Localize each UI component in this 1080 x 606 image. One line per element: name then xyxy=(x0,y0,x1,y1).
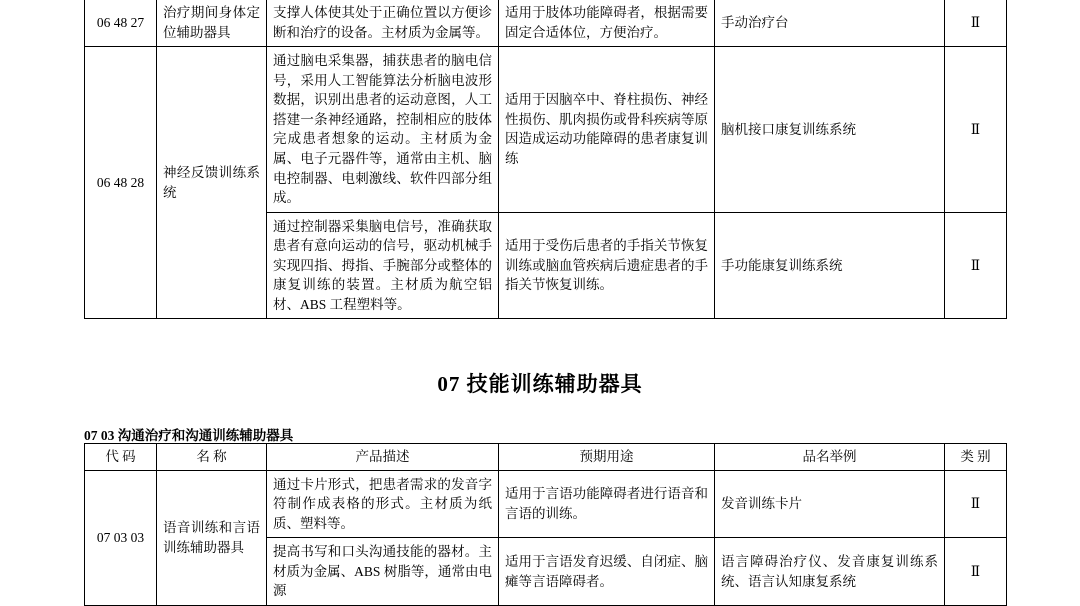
cell-intended-use xyxy=(499,212,715,319)
cell-class: Ⅱ xyxy=(945,47,1007,213)
cell-description xyxy=(267,0,499,47)
cell-sample-text: 发音训练卡片 xyxy=(721,496,802,512)
column-header-intended-use: 预期用途 xyxy=(499,444,715,471)
cell-intended-use xyxy=(499,0,715,47)
cell-class: Ⅱ xyxy=(945,538,1007,606)
column-header-description: 产品描述 xyxy=(267,444,499,471)
cell-description-text: 通过控制器采集脑电信号，准确获取患者有意向运动的信号，驱动机械手实现四指、拇指、手腕部分或整体的康复训练的装置。主材质为航空铝材、ABS 工程塑料等。 xyxy=(273,218,492,312)
cell-intended-use xyxy=(499,47,715,213)
column-header-code: 代 码 xyxy=(85,444,157,471)
cell-class: Ⅱ xyxy=(945,470,1007,538)
section-heading: 07 技能训练辅助器具 xyxy=(437,372,643,396)
cell-description-text: 通过脑电采集器，捕获患者的脑电信号，采用人工智能算法分析脑电波形数据，识别出患者的运动意图，人工搭建一条神经通路，控制相应的肢体完成患者想象的运动。主材质为金属、电子元器件等，通常由主机、脑电控制器、电刺激线、软件四部分组成。 xyxy=(273,53,492,206)
cell-sample xyxy=(715,470,945,538)
cell-intended-use-text: 适用于言语发育迟缓、自闭症、脑瘫等言语障碍者。 xyxy=(505,554,708,589)
cell-intended-use xyxy=(499,470,715,538)
column-header-class: 类 别 xyxy=(945,444,1007,471)
assistive-device-table-bottom xyxy=(84,443,1007,606)
cell-sample-text: 手功能康复训练系统 xyxy=(721,257,843,273)
cell-name xyxy=(157,0,267,47)
column-header-name: 名 称 xyxy=(157,444,267,471)
cell-name-text: 语音训练和言语训练辅助器具 xyxy=(163,520,260,555)
cell-code: 07 03 03 xyxy=(85,470,157,605)
cell-name xyxy=(157,470,267,605)
cell-sample-text: 手动治疗台 xyxy=(721,14,789,30)
cell-sample xyxy=(715,47,945,213)
cell-sample xyxy=(715,212,945,319)
assistive-device-table-top xyxy=(84,0,1007,319)
cell-description xyxy=(267,212,499,319)
column-header-sample: 品名举例 xyxy=(715,444,945,471)
table-header-row xyxy=(85,444,1007,471)
cell-description-text: 提高书写和口头沟通技能的器材。主材质为金属、ABS 树脂等，通常由电源 xyxy=(273,544,492,599)
cell-code: 06 48 27 xyxy=(85,0,157,47)
sub-section-heading: 07 03 沟通治疗和沟通训练辅助器具 xyxy=(84,428,294,443)
table-row xyxy=(85,47,1007,213)
table-row xyxy=(85,470,1007,538)
cell-class: Ⅱ xyxy=(945,0,1007,47)
cell-name-text: 治疗期间身体定位辅助器具 xyxy=(163,5,260,40)
cell-sample-text: 语言障碍治疗仪、发音康复训练系统、语言认知康复系统 xyxy=(721,554,938,589)
cell-description-text: 支撑人体使其处于正确位置以方便诊断和治疗的设备。主材质为金属等。 xyxy=(273,5,492,40)
cell-sample xyxy=(715,0,945,47)
cell-intended-use-text: 适用于言语功能障碍者进行语音和言语的训练。 xyxy=(505,486,708,521)
cell-description xyxy=(267,538,499,606)
cell-intended-use-text: 适用于肢体功能障碍者，根据需要固定合适体位，方便治疗。 xyxy=(505,5,708,40)
cell-sample xyxy=(715,538,945,606)
cell-description-text: 通过卡片形式，把患者需求的发音字符制作成表格的形式。主材质为纸质、塑料等。 xyxy=(273,476,492,531)
cell-description xyxy=(267,470,499,538)
cell-intended-use-text: 适用于受伤后患者的手指关节恢复训练或脑血管疾病后遗症患者的手指关节恢复训练。 xyxy=(505,238,708,293)
cell-description xyxy=(267,47,499,213)
cell-code: 06 48 28 xyxy=(85,47,157,319)
cell-class: Ⅱ xyxy=(945,212,1007,319)
cell-name-text: 神经反馈训练系统 xyxy=(163,165,260,200)
cell-name xyxy=(157,47,267,319)
cell-sample-text: 脑机接口康复训练系统 xyxy=(721,121,856,137)
cell-intended-use xyxy=(499,538,715,606)
table-row xyxy=(85,0,1007,47)
cell-intended-use-text: 适用于因脑卒中、脊柱损伤、神经性损伤、肌肉损伤或骨科疾病等原因造成运动功能障碍的患者康复训练 xyxy=(505,92,708,166)
